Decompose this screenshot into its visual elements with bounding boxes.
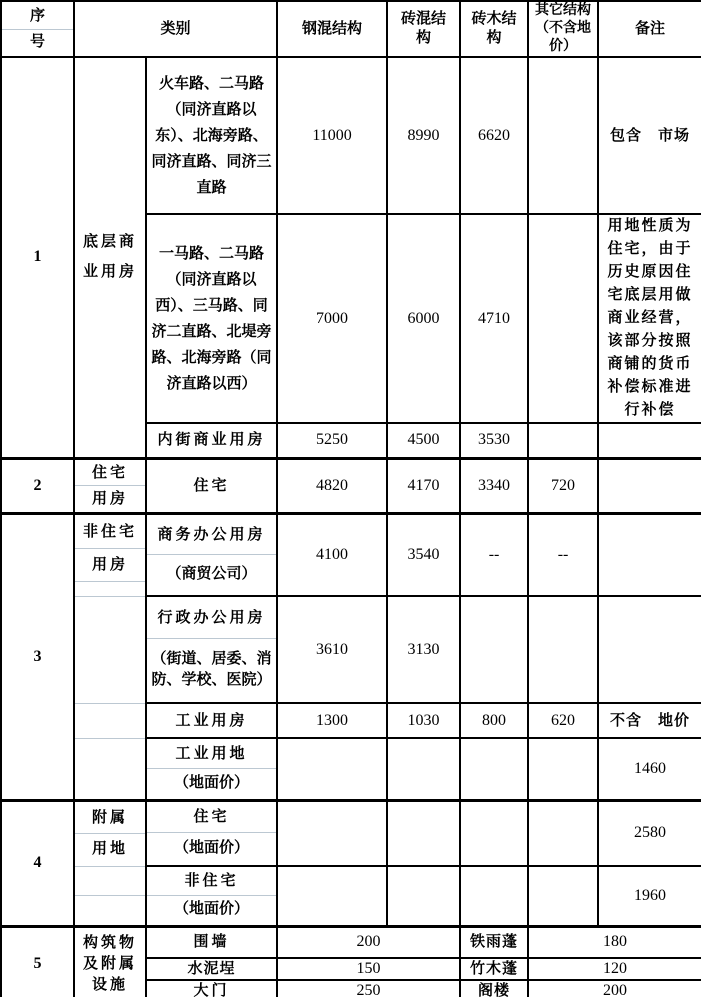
header-remark: 备注 [598,1,701,57]
seq-4: 4 [1,800,74,926]
r4s1-other-empty [528,800,598,866]
r3s2-steel: 3610 [277,596,387,703]
r5i0-right-name: 铁雨蓬 [460,926,528,958]
r5i1-left-value: 150 [277,958,460,980]
r1s3-other-empty [528,423,598,458]
category-r3-empty-1 [74,596,146,703]
r4s2-other-empty [528,866,598,926]
r5i2-right-value: 200 [528,980,701,997]
r4s1-name-line2: （地面价） [147,832,276,864]
r3s3-remark: 不含 地价 [598,703,701,738]
category-r3 [74,513,146,596]
r4s1-brick-concrete-empty [387,800,460,866]
r4s1-brick-wood-empty [460,800,528,866]
header-seq-line1: 序 [29,7,45,24]
r1s1-brick-concrete: 8990 [387,57,460,214]
category-r4 [74,800,146,866]
r3s4-brick-wood-empty [460,738,528,800]
r4s2-steel-empty [277,866,387,926]
r3s3-other: 620 [528,703,598,738]
category-r4-line2: 用地 [75,833,145,865]
r3s1-brick-concrete: 3540 [387,513,460,596]
r3s1-name [146,513,277,596]
r5i1-right-value: 120 [528,958,701,980]
r3s2-brick-concrete: 3130 [387,596,460,703]
category-r2 [74,458,146,513]
r5i0-right-value: 180 [528,926,701,958]
category-r4-empty-top [75,868,145,896]
r3s2-name-line2: （街道、居委、消防、学校、医院） [147,638,276,701]
category-r4-empty [74,866,146,926]
category-r2-line1: 住宅 [91,464,128,481]
r5i0-left-name: 围墙 [146,926,277,958]
r3s3-name: 工业用房 [146,703,277,738]
r4s1-name-line1: 住宅 [193,809,230,826]
r1s2-name: 一马路、二马路（同济直路以西）、三马路、同济二直路、北堤旁路、北海旁路（同济直路以西） [146,214,277,423]
r4s2-name [146,866,277,926]
r3s4-name-line1: 工业用地 [175,745,248,762]
category-r3-empty-2 [74,703,146,738]
r3s1-brick-wood: -- [460,513,528,596]
header-brick-wood: 砖木结构 [460,1,528,57]
header-brick-concrete: 砖混结构 [387,1,460,57]
category-r1: 底层商业用房 [74,57,146,458]
seq-2: 2 [1,458,74,513]
r3s2-remark-empty [598,596,701,703]
r1s1-brick-wood: 6620 [460,57,528,214]
r3s2-brick-wood-empty [460,596,528,703]
r1s2-brick-concrete: 6000 [387,214,460,423]
r1s1-remark: 包含 市场 [598,57,701,214]
r3s2-name [146,596,277,703]
r2-name: 住宅 [146,458,277,513]
r4s2-name-line1: 非住宅 [184,873,239,890]
r4s2-brick-concrete-empty [387,866,460,926]
header-seq-cell [1,1,74,57]
category-r5: 构筑物及附属设施 [74,926,146,997]
r2-remark-empty [598,458,701,513]
r3s2-name-line1: 行政办公用房 [157,610,266,626]
r1s2-remark: 用地性质为住宅，由于历史原因住宅底层用做商业经营，该部分按照商铺的货币补偿标准进行补偿 [598,214,701,423]
r2-brick-wood: 3340 [460,458,528,513]
r1s3-name: 内街商业用房 [146,423,277,458]
r3s4-name [146,738,277,800]
r4s2-remark-value: 1960 [598,866,701,926]
category-r3-filler [75,581,145,594]
r4s2-name-line2: （地面价） [147,895,276,924]
r1s2-brick-wood: 4710 [460,214,528,423]
r1s2-other-empty [528,214,598,423]
r5i0-left-value: 200 [277,926,460,958]
r3s1-name-line1: 商务办公用房 [157,526,266,543]
r1s3-brick-wood: 3530 [460,423,528,458]
category-r3-line1: 非住宅 [82,523,137,540]
r3s2-other-empty [528,596,598,703]
r3s4-other-empty [528,738,598,800]
seq-5: 5 [1,926,74,997]
r4s1-name [146,800,277,866]
seq-3: 3 [1,513,74,800]
r3s3-brick-wood: 800 [460,703,528,738]
r3s1-steel: 4100 [277,513,387,596]
r5i2-right-name: 阁楼 [460,980,528,997]
category-r3-line2: 用房 [75,548,145,581]
r3s3-steel: 1300 [277,703,387,738]
category-r2-line2: 用房 [75,485,145,511]
seq-1: 1 [1,57,74,458]
r4s1-remark-value: 2580 [598,800,701,866]
r3s1-other: -- [528,513,598,596]
category-r4-line1: 附属 [91,809,128,826]
r2-brick-concrete: 4170 [387,458,460,513]
r5i2-left-value: 250 [277,980,460,997]
r1s2-steel: 7000 [277,214,387,423]
r3s4-name-line2: （地面价） [147,768,276,798]
r5i1-right-name: 竹木蓬 [460,958,528,980]
r5i1-left-name: 水泥埕 [146,958,277,980]
header-other-structure: 其它结构（不含地价） [528,1,598,57]
r4s1-steel-empty [277,800,387,866]
category-r4-empty-bottom [75,895,145,924]
r3s4-remark-value: 1460 [598,738,701,800]
r5i2-left-name: 大门 [146,980,277,997]
r1s3-remark-empty [598,423,701,458]
r3s4-steel-empty [277,738,387,800]
category-r3-empty-3 [74,738,146,800]
r1s1-steel: 11000 [277,57,387,214]
r3s3-brick-concrete: 1030 [387,703,460,738]
header-steel-concrete: 钢混结构 [277,1,387,57]
r3s1-remark-empty [598,513,701,596]
r2-steel: 4820 [277,458,387,513]
header-category: 类别 [74,1,277,57]
r2-other: 720 [528,458,598,513]
r3s4-brick-concrete-empty [387,738,460,800]
r4s2-brick-wood-empty [460,866,528,926]
r3s1-name-line2: （商贸公司） [147,554,276,595]
r1s1-name: 火车路、二马路（同济直路以东）、北海旁路、同济直路、同济三直路 [146,57,277,214]
header-seq-line2: 号 [2,29,73,55]
r1s3-steel: 5250 [277,423,387,458]
r1s1-other-empty [528,57,598,214]
r1s3-brick-concrete: 4500 [387,423,460,458]
